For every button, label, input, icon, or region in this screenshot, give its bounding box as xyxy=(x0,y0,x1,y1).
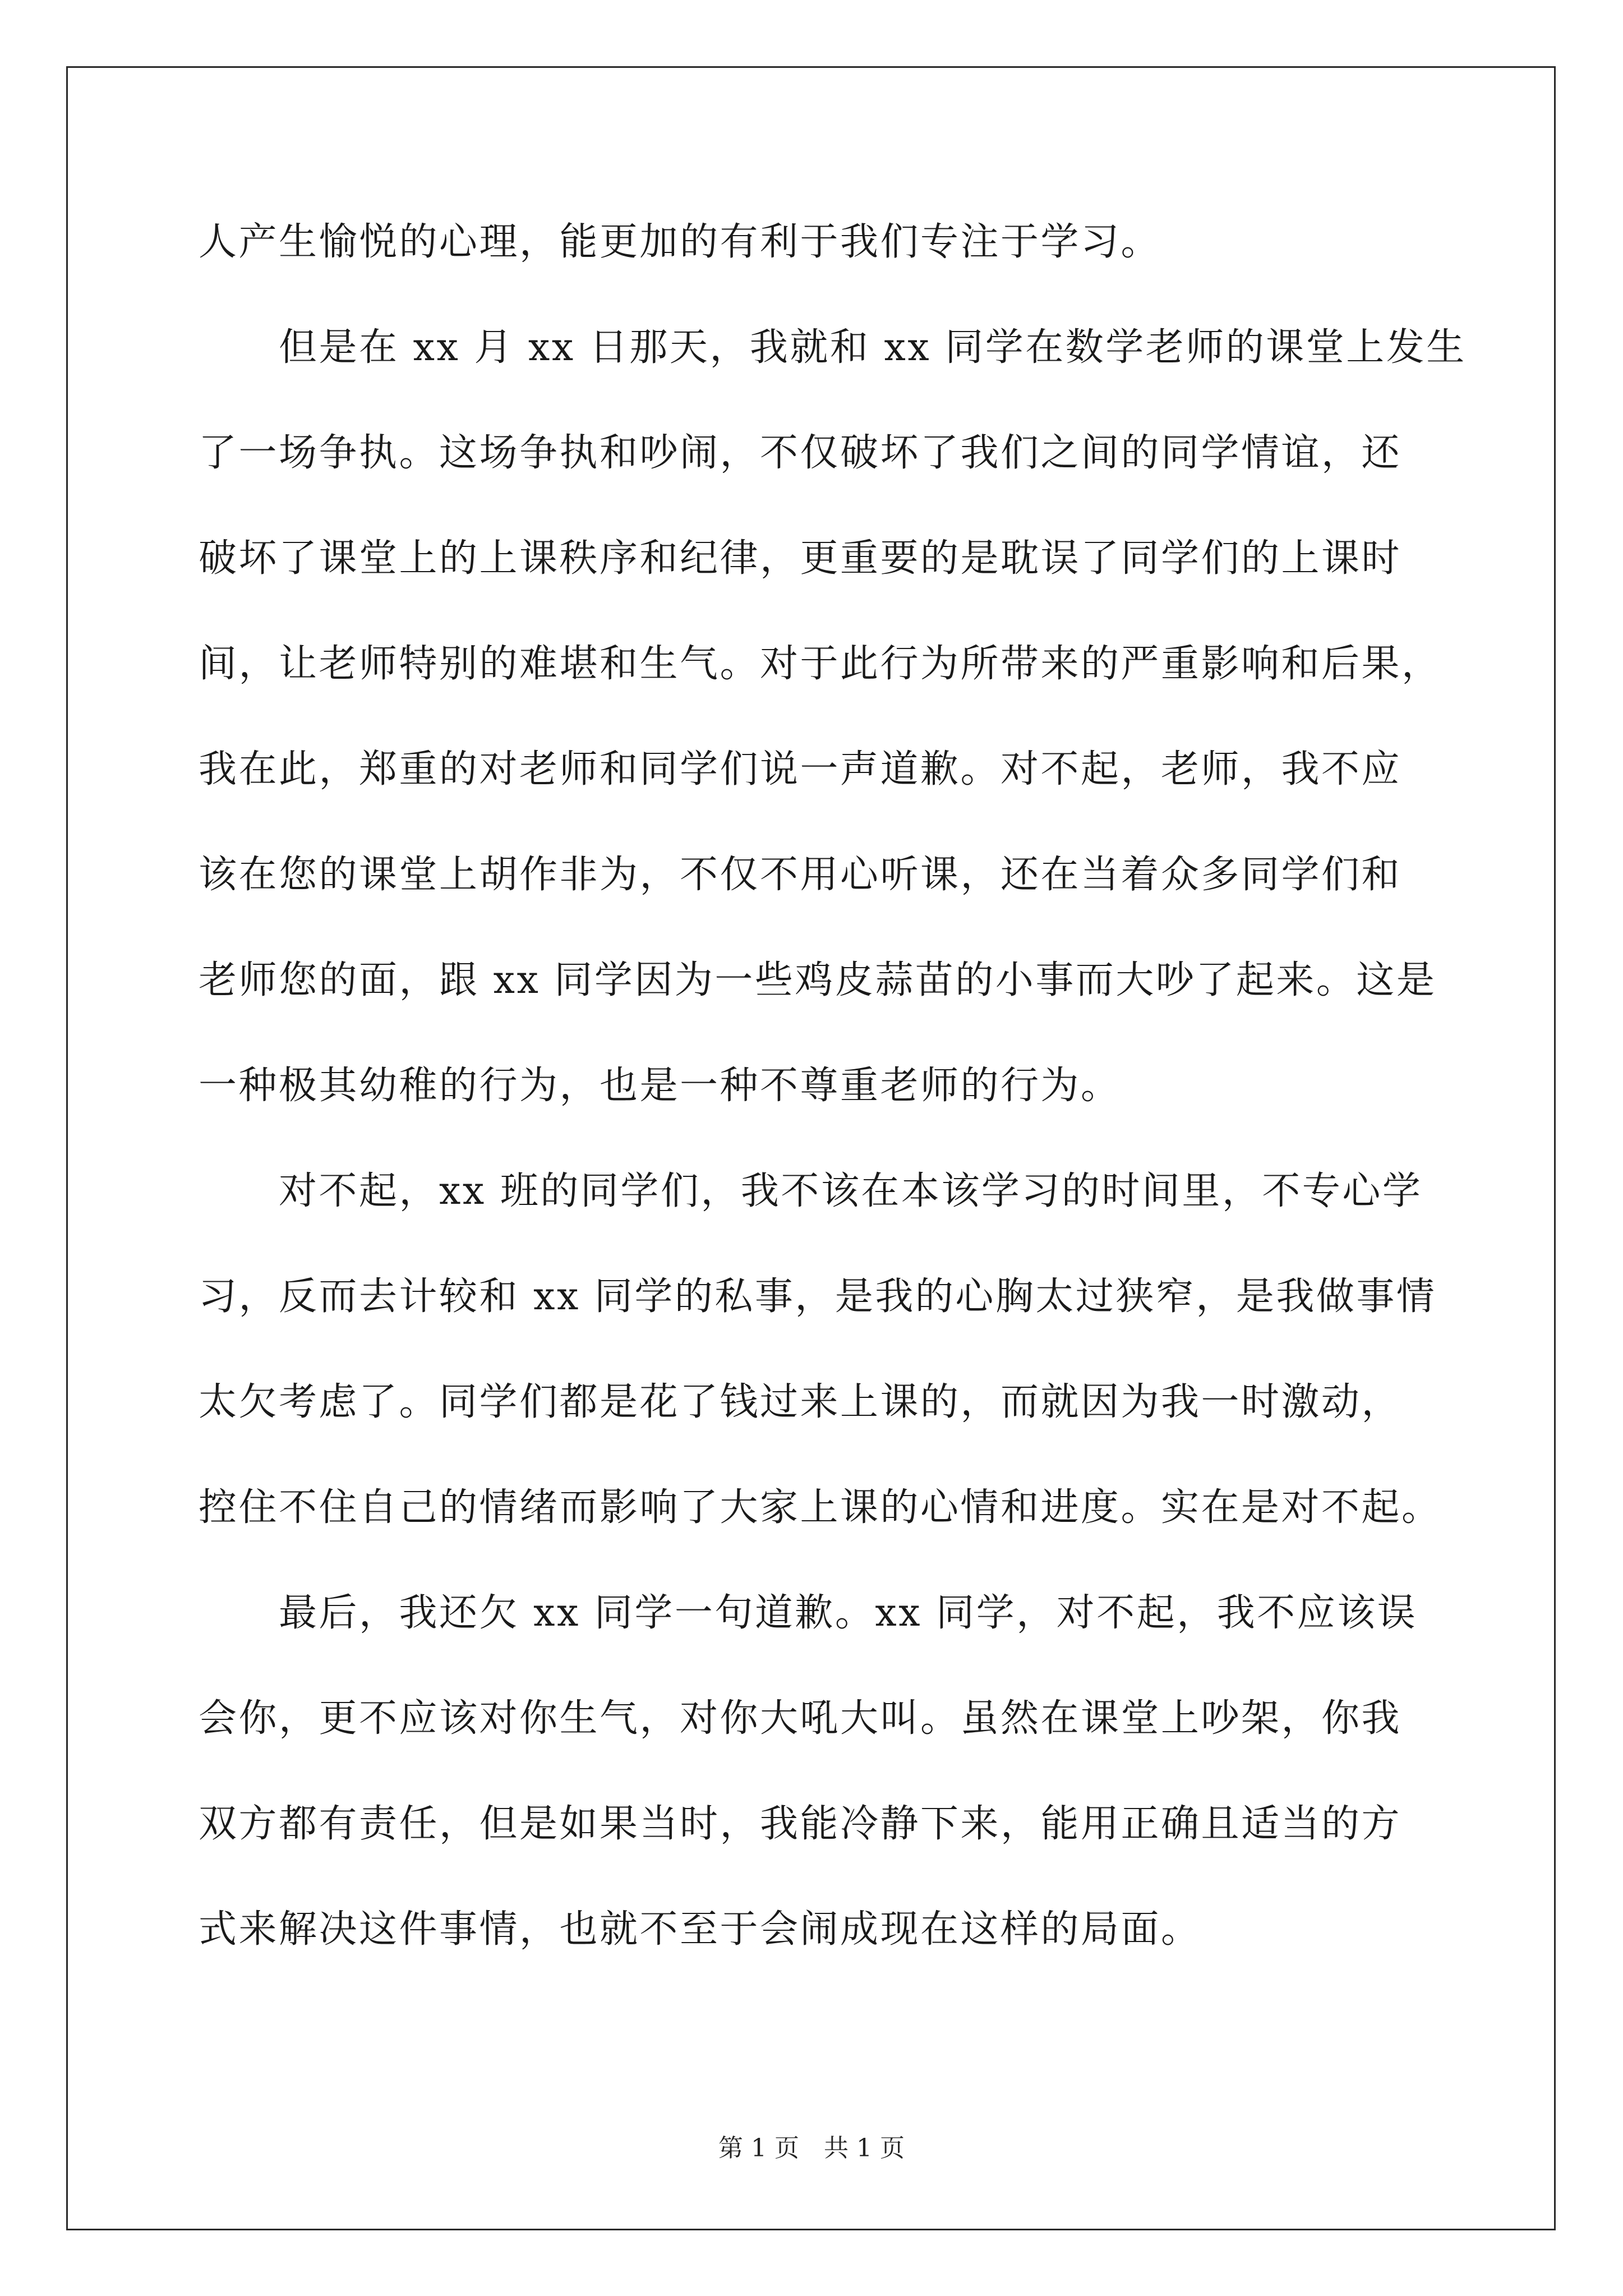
text-line: 间，让老师特别的难堪和生气。对于此行为所带来的严重影响和后果， xyxy=(199,642,1442,686)
document-body xyxy=(199,209,1467,2001)
text-line: 最后，我还欠 xx 同学一句道歉。xx 同学，对不起，我不应该误 xyxy=(199,1591,1418,1635)
text-line: 一种极其幼稚的行为，也是一种不尊重老师的行为。 xyxy=(199,1064,1121,1108)
text-line: 破坏了课堂上的上课秩序和纪律，更重要的是耽误了同学们的上课时 xyxy=(199,536,1402,581)
text-line: 式来解决这件事情，也就不至于会闹成现在这样的局面。 xyxy=(199,1907,1201,1952)
text-line: 双方都有责任，但是如果当时，我能冷静下来，能用正确且适当的方 xyxy=(199,1802,1402,1846)
text-line: 人产生愉悦的心理，能更加的有利于我们专注于学习。 xyxy=(199,220,1161,264)
text-line: 控住不住自己的情绪而影响了大家上课的心情和进度。实在是对不起。 xyxy=(199,1485,1442,1530)
text-line: 对不起，xx 班的同学们，我不该在本该学习的时间里，不专心学 xyxy=(199,1169,1423,1213)
text-line: 太欠考虑了。同学们都是花了钱过来上课的，而就因为我一时激动， xyxy=(199,1380,1402,1424)
page-number-footer: 第 1 页 共 1 页 xyxy=(718,2134,905,2162)
text-line: 我在此，郑重的对老师和同学们说一声道歉。对不起，老师，我不应 xyxy=(199,747,1402,792)
text-line: 了一场争执。这场争执和吵闹，不仅破坏了我们之间的同学情谊，还 xyxy=(199,431,1402,475)
text-line: 习，反而去计较和 xx 同学的私事，是我的心胸太过狭窄，是我做事情 xyxy=(199,1274,1437,1319)
text-line: 老师您的面，跟 xx 同学因为一些鸡皮蒜苗的小事而大吵了起来。这是 xyxy=(199,958,1437,1002)
text-line: 会你，更不应该对你生气，对你大吼大叫。虽然在课堂上吵架，你我 xyxy=(199,1696,1402,1741)
text-line: 但是在 xx 月 xx 日那天，我就和 xx 同学在数学老师的课堂上发生 xyxy=(199,325,1467,370)
text-line: 该在您的课堂上胡作非为，不仅不用心听课，还在当着众多同学们和 xyxy=(199,853,1402,897)
